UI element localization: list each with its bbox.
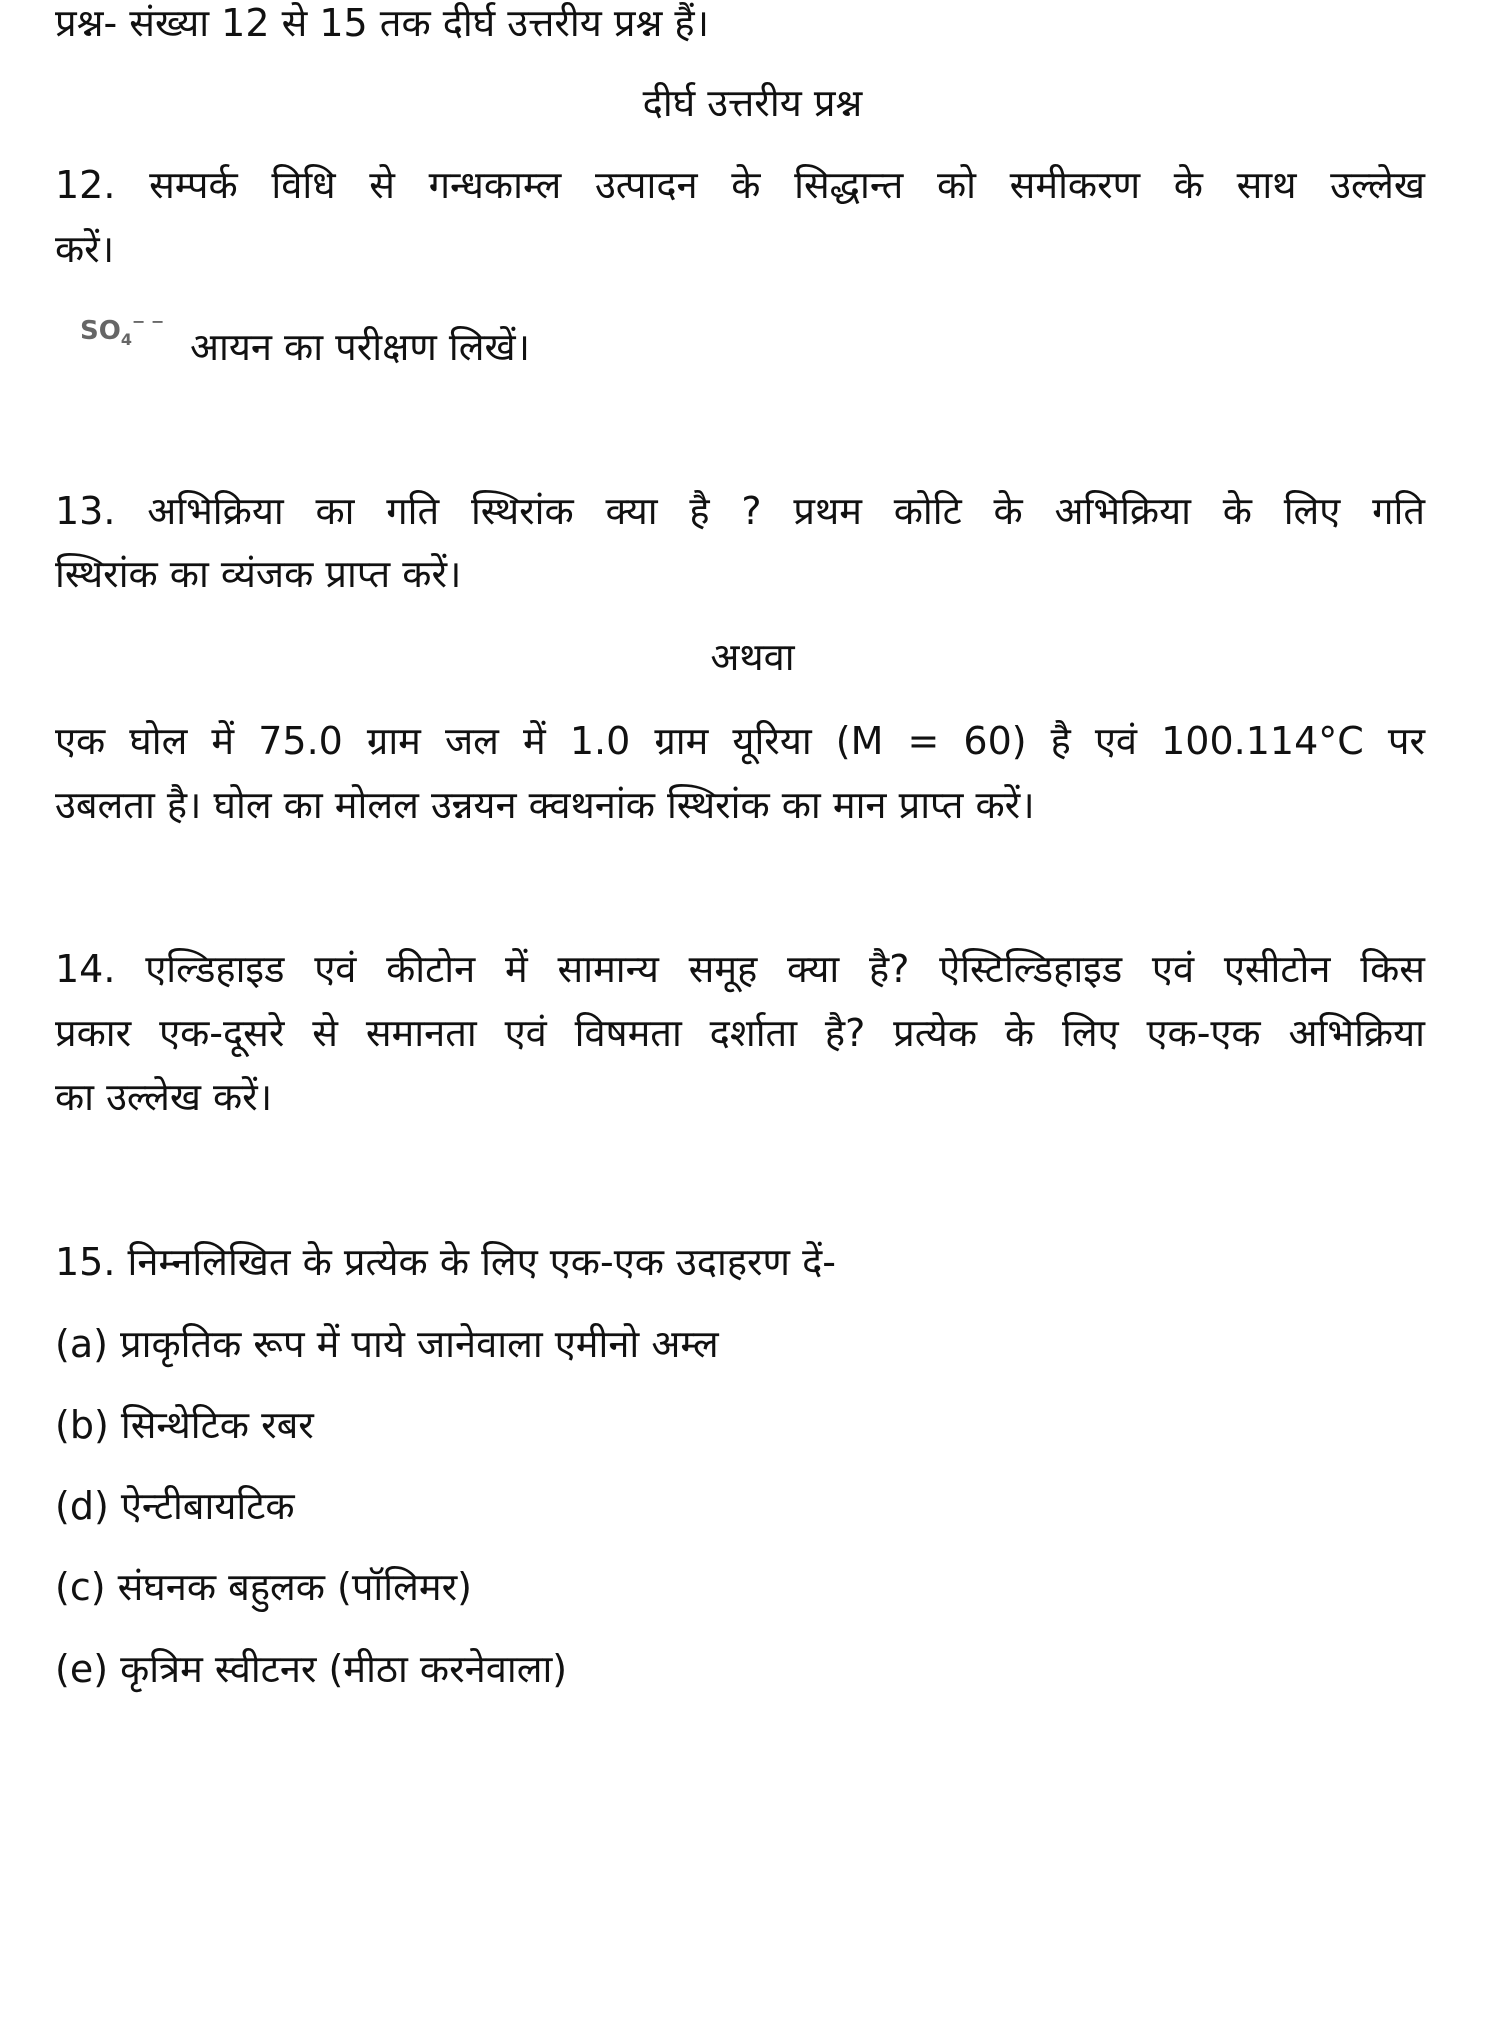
question-12-line-1: 12. सम्पर्क विधि से गन्धकाम्ल उत्पादन के सिद्धान्त को समीकरण के साथ उल्लेख [55, 163, 1425, 207]
question-15-option-d: (d) ऐन्टीबायटिक [55, 1484, 295, 1528]
question-14-line-2: प्रकार एक-दूसरे से समानता एवं विषमता दर्शाता है? प्रत्येक के लिए एक-एक अभिक्रिया [55, 1011, 1425, 1055]
question-15-option-c: (c) संघनक बहुलक (पॉलिमर) [55, 1565, 472, 1609]
sulfate-ion-subscript: 4 [120, 330, 132, 349]
intro-text: प्रश्न- संख्या 12 से 15 तक दीर्घ उत्तरीय प्रश्न हैं। [55, 1, 710, 45]
question-12-ion-test-text: आयन का परीक्षण लिखें। [190, 325, 531, 369]
sulfate-ion-charge: − − [131, 312, 165, 331]
question-15-option-e: (e) कृत्रिम स्वीटनर (मीठा करनेवाला) [55, 1647, 568, 1691]
question-14-line-3: का उल्लेख करें। [55, 1075, 273, 1119]
or-separator: अथवा [710, 635, 795, 679]
sulfate-ion-formula [80, 312, 164, 349]
question-13-line-2: स्थिरांक का व्यंजक प्राप्त करें। [55, 552, 462, 596]
question-15-option-b: (b) सिन्थेटिक रबर [55, 1403, 314, 1447]
question-14-line-1: 14. एल्डिहाइड एवं कीटोन में सामान्य समूह क्या है? ऐस्टिल्डिहाइड एवं एसीटोन किस [55, 947, 1425, 991]
question-13-line-1: 13. अभिक्रिया का गति स्थिरांक क्या है ? प्रथम कोटि के अभिक्रिया के लिए गति [55, 489, 1425, 533]
question-15-option-a: (a) प्राकृतिक रूप में पाये जानेवाला एमीनो अम्ल [55, 1322, 719, 1366]
question-13-alternate-line-1: एक घोल में 75.0 ग्राम जल में 1.0 ग्राम यूरिया (M = 60) है एवं 100.114°C पर [55, 719, 1425, 763]
question-15-line-1: 15. निम्नलिखित के प्रत्येक के लिए एक-एक उदाहरण दें- [55, 1240, 836, 1284]
question-12-line-2: करें। [55, 227, 115, 271]
sulfate-ion-symbol: SO [80, 316, 121, 346]
question-13-alternate-line-2: उबलता है। घोल का मोलल उन्नयन क्वथनांक स्थिरांक का मान प्राप्त करें। [55, 783, 1035, 827]
section-title: दीर्घ उत्तरीय प्रश्न [642, 81, 863, 125]
